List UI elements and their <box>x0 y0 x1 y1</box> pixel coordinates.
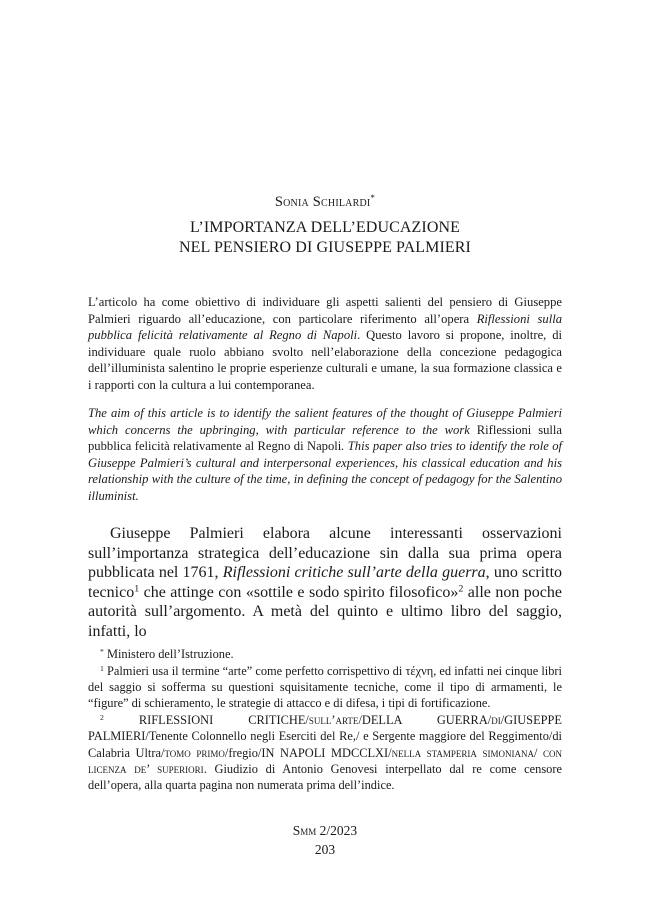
footnote-2-part-a: RIFLESSIONI CRITICHE/ <box>138 713 309 728</box>
body-text-3: che attinge con «sottile e sodo spirito filosofico» <box>139 583 459 601</box>
body-text-1: Giuseppe Palmieri elabora alcune interessanti osservazioni sull’importanza strategica dell’educazione sin dalla sua prima opera pubblicata nel 1761, <box>88 525 562 582</box>
footnote-2-part-i: . Giudizio di Antonio Genovesi interpellato dal re come censore dell’opera, alla quarta pagina non numerata prima dell’indice. <box>88 761 562 792</box>
footnote-2-mark: 2 <box>100 713 104 723</box>
abstract-it-text-1: L’articolo ha come obiettivo di individuare gli aspetti salienti del pensiero di Giuseppe Palmieri riguardo all’educazione, con particolare riferimento all’opera <box>88 295 562 326</box>
body-text-4: alle non poche autorità sull’argomento. A metà del quinto e ultimo libro del saggio, infatti, lo <box>88 583 562 640</box>
page-number: 203 <box>314 842 336 857</box>
journal-issue: Smm 2/2023 <box>292 823 358 838</box>
author-name: Sonia Schilardi <box>274 194 371 210</box>
body-paragraph <box>88 524 562 642</box>
footnote-2-part-g: /fregio/IN NAPOLI MDCCLXI/ <box>224 745 392 760</box>
footnote-2-part-b: sull’arte <box>308 713 359 728</box>
abstract-en-text-1: The aim of this article is to identify the salient features of the thought of Giuseppe Palmieri which concerns the upbringing, with particular reference to the work <box>88 406 562 437</box>
body-text-2: , uno scritto tecnico <box>88 564 563 601</box>
footnote-2-part-f: tomo primo <box>164 745 225 760</box>
footnotes <box>88 646 562 793</box>
footnote-ref-2[interactable]: 2 <box>458 583 464 595</box>
abstract-italian <box>88 294 562 394</box>
footnote-star-text: Ministero dell’Istruzione. <box>106 647 234 661</box>
abstract-en-text-2: . This paper also tries to identify the role of Giuseppe Palmieri’s cultural and interpersonal experiences, his classical education and his relationship with the culture of the time, in defining the concept of pedagogy for the Salentino illuminist. <box>88 439 562 503</box>
footnote-2 <box>88 712 562 792</box>
author-footnote-mark: * <box>370 193 376 204</box>
author-line <box>0 194 650 211</box>
footnote-1-text: Palmieri usa il termine “arte” come perfetto corrispettivo di τέχνη, ed infatti nei cinque libri del saggio si sofferma su questioni squisitamente tecniche, come il tipo di armamenti, le “figure” di schieramento, le strategie di attacco e di difesa, i tipi di fortificazione. <box>88 664 562 711</box>
abstract-it-text-2: . Questo lavoro si propone, inoltre, di individuare quale ruolo abbiano svolto nell’elaborazione della concezione pedagogica dell’illuminista salentino le proprie esperienze culturali e umane, la sua formazione classica e i rapporti con la cultura a lui contemporanea. <box>88 328 563 392</box>
footnote-2-part-c: /DELLA GUERRA/ <box>358 713 492 728</box>
footnote-2-part-e: /GIUSEPPE PALMIERI/Tenente Colonnello negli Eserciti del Re,/ e Sergente maggiore del Reggimento/di Calabria Ultra/ <box>88 713 562 760</box>
body-work-title: Riflessioni critiche sull’arte della guerra <box>222 564 486 582</box>
footnote-star-mark: * <box>100 646 104 656</box>
abstract-en-work-title: Riflessioni sulla pubblica felicità relativamente al Regno di Napoli <box>88 422 562 454</box>
footnote-2-part-h: nella stamperia simoniana/ con licenza de’ superiori <box>88 745 563 776</box>
footnote-1 <box>88 663 562 711</box>
footnote-ref-1[interactable]: 1 <box>134 583 140 595</box>
title-line-1: L’IMPORTANZA DELL’EDUCAZIONE <box>189 219 461 236</box>
title-line-2: NEL PENSIERO DI GIUSEPPE PALMIERI <box>179 239 471 256</box>
article-title <box>0 218 650 258</box>
abstract-english <box>88 405 562 505</box>
footnote-1-mark: 1 <box>100 663 104 673</box>
footnote-2-part-d: di <box>491 713 501 728</box>
abstract-it-work-title: Riflessioni sulla pubblica felicità relativamente al Regno di Napoli <box>88 311 562 343</box>
footnote-star <box>88 646 562 662</box>
